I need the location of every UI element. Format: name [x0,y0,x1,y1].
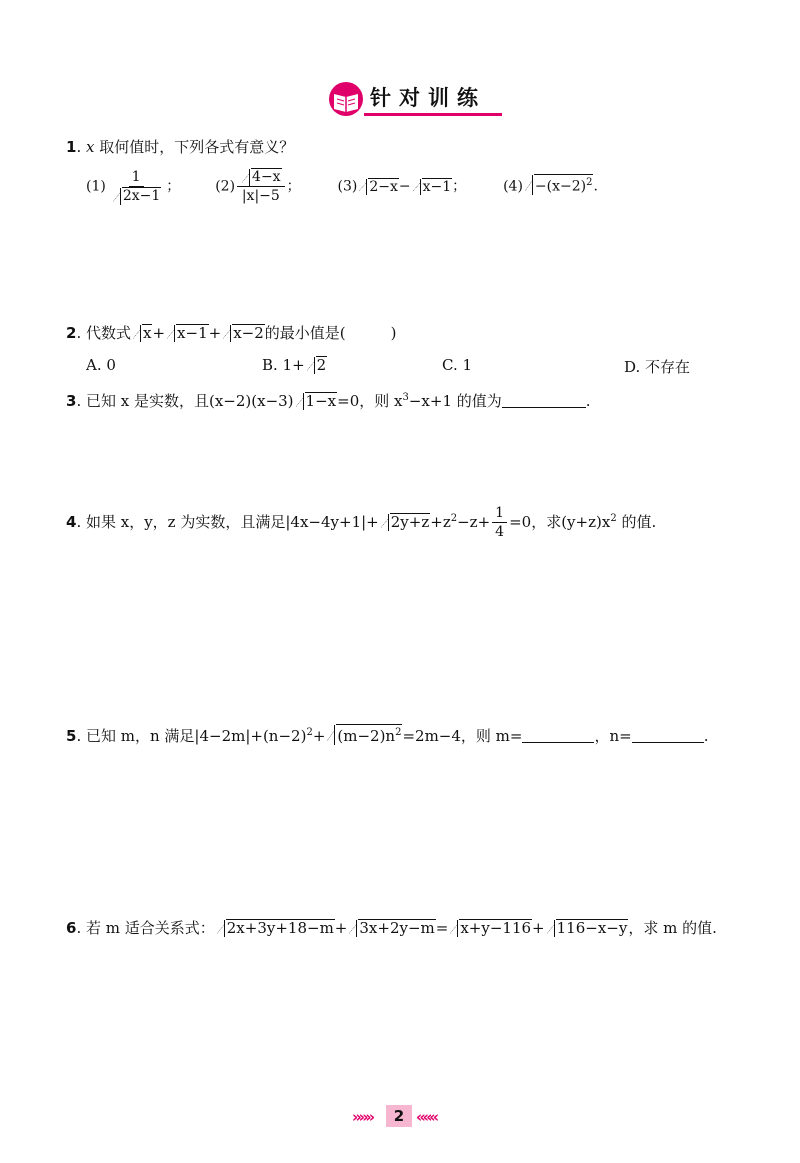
answer-blank[interactable] [502,393,586,408]
question-1-parts: (1) $\frac{1}{2x-1}$ ； (2) $\frac{4-x}{|x|-5}$ ； (3) 2−x− x−1； $(4) -(x-2)^2$. [86,168,598,204]
question-number: 6 [66,919,77,937]
double-chevron-left-icon: ««« [416,1108,437,1126]
question-number: 4 [66,513,77,531]
question-5: 5. 已知 m，n 满足$|4-2m|+(n-2)^2+ (m-2)n^2=2m-4$，则 m= ，n= . [66,724,709,746]
question-number: 2 [66,324,77,342]
double-chevron-right-icon: »»» [352,1108,373,1126]
fraction: $\frac{4-x}{|x|-5}$ [237,168,285,205]
question-number: 1 [66,138,77,156]
title-underline [364,113,502,116]
question-4: 4. 如果 x，y，z 为实数，且满足$|4x-4y+1|+ 2y+z+z^2-z+$ $\frac{1}{4}$ =0，求$(y+z)x^2$ 的值. [66,505,657,540]
page-number-footer [350,1103,450,1133]
question-2: 2. 代数式 x+ x−1+ x−2的最小值是( ) [66,324,397,342]
fraction: $\frac{1}{2x-1}$ [108,169,164,205]
question-1: 1. x 取何值时，下列各式有意义？ [66,138,295,156]
choice-c: C. 1 [442,356,473,374]
section-title: 针对训练 [370,86,486,110]
answer-blank-n[interactable] [632,728,704,743]
section-banner [326,80,496,120]
answer-blank-m[interactable] [522,728,594,743]
choice-b: B. 1+ 2 [262,356,327,374]
choice-d: D. 不存在 [624,358,691,376]
page-number: 2 [386,1105,412,1127]
question-3: 3. 已知 x 是实数，且(x−2)(x−3) 1−x=0，则 $x^3-x+1$ 的值为 . [66,392,591,410]
question-number: 3 [66,392,77,410]
choice-a: A. 0 [86,356,116,374]
book-icon [326,80,366,118]
fraction: $\frac{1}{4}$ [492,505,507,541]
question-6: 6. 若 m 适合关系式： 2x+3y+18−m+ 3x+2y−m= x+y−116+ 116−x−y，求 m 的值. [66,919,717,937]
question-stem: 取何值时，下列各式有意义？ [99,138,295,156]
question-number: 5 [66,727,77,745]
